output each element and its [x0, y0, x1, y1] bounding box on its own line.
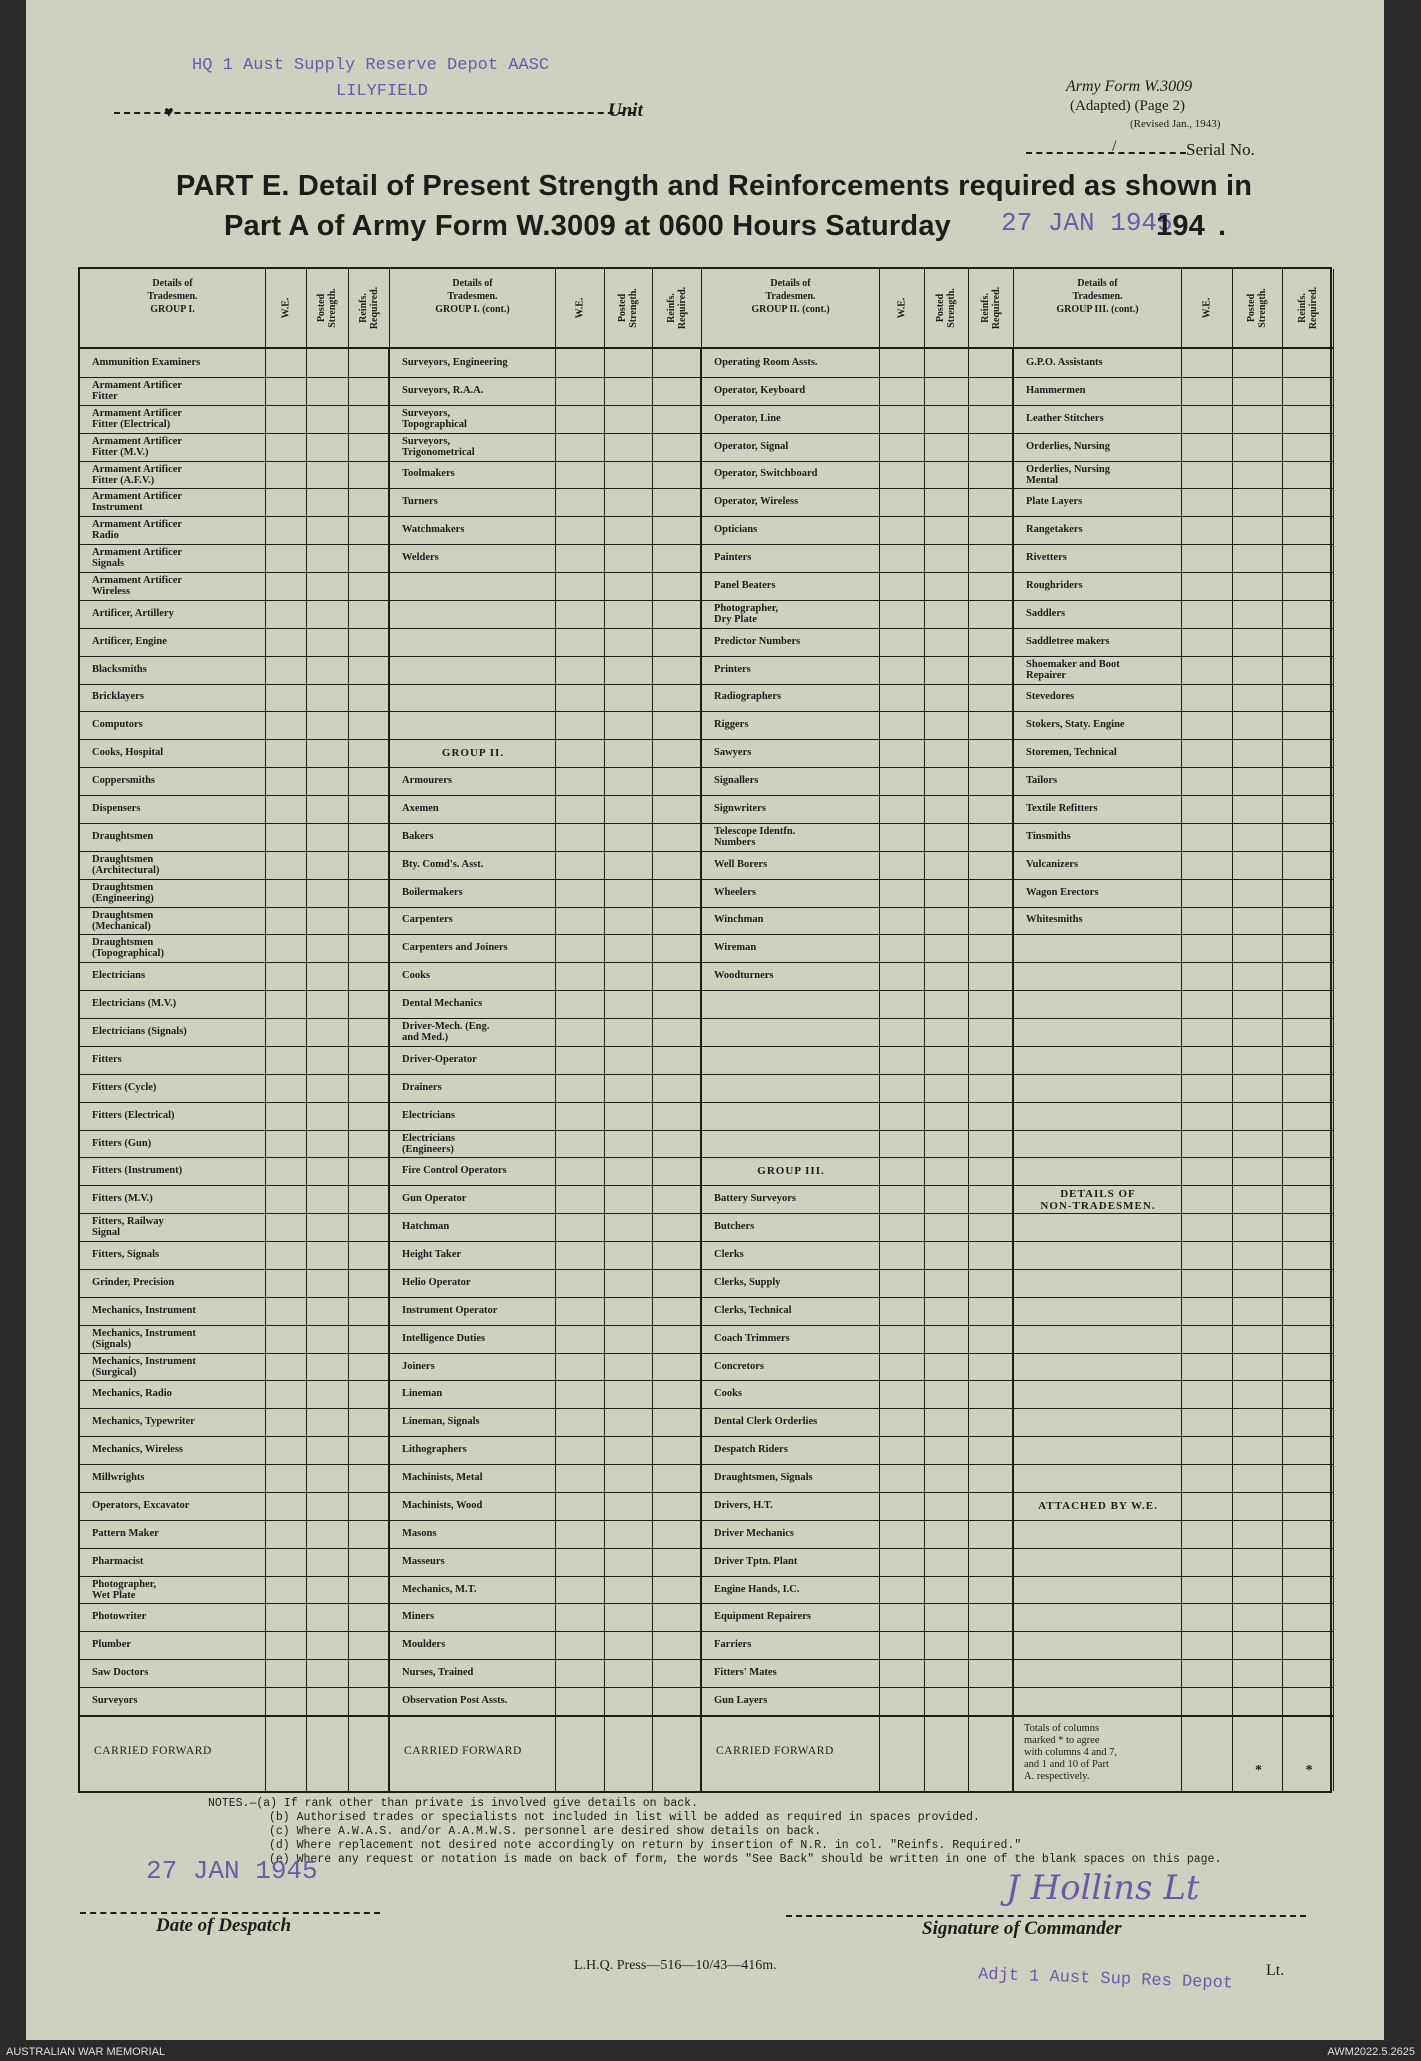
subheader-we [556, 269, 605, 349]
trade-row-label: Mechanics, Instrument (Surgical) [92, 1355, 196, 1378]
title-line1: PART E. Detail of Present Strength and Reinforcements required as shown in [176, 170, 1253, 202]
despatch-date-stamp: 27 JAN 1945 [146, 1856, 318, 1886]
trade-row-label: Roughriders [1026, 579, 1083, 591]
trade-row-label: Signwriters [714, 802, 766, 814]
form-sheet [26, 0, 1384, 2040]
title-date-stamp: 27 JAN 1945 [1001, 208, 1173, 238]
note-a: (a) If rank other than private is involved give details on back. [256, 1797, 698, 1810]
row-divider [80, 572, 1334, 573]
row-divider [80, 1631, 1334, 1632]
subheader-text: Reinfs. Required. [1297, 286, 1320, 330]
trade-row-label: Telescope Identfn. Numbers [714, 825, 796, 848]
row-divider [80, 433, 1334, 434]
trade-row-label: Electricians (M.V.) [92, 998, 177, 1010]
details-header-text: Details of Tradesmen. GROUP I. (cont.) [435, 278, 510, 315]
trade-row-label: Armament Artificer Fitter (Electrical) [92, 407, 183, 430]
trade-row-label: Operator, Keyboard [714, 384, 806, 396]
trade-row-label: Fitters [92, 1053, 122, 1065]
caption-right: AWM2022.5.2625 [1327, 2046, 1415, 2058]
trade-row-label: Concretors [714, 1360, 764, 1372]
trade-row-label: Photographer, Dry Plate [714, 602, 779, 625]
row-divider [80, 600, 1334, 601]
unit-stamp-line2: LILYFIELD [336, 82, 428, 101]
note-e: (e) Where any request or notation is made on back of form, the words "See Back" should be written in one of the blank spaces on this page. [269, 1853, 1222, 1866]
signature-of-commander-label: Signature of Commander [922, 1918, 1122, 1939]
note-c: (c) Where A.W.A.S. and/or A.A.M.W.S. personnel are desired show details on back. [269, 1825, 822, 1838]
trade-row-label: Hatchman [402, 1221, 450, 1233]
trade-row-label: Saw Doctors [92, 1667, 149, 1679]
subheader-text: Reinfs. Required. [357, 286, 380, 330]
subheader-we [1182, 269, 1233, 349]
trade-row-label: Operator, Line [714, 412, 781, 424]
subheader-we [266, 269, 307, 349]
details-header-text: Details of Tradesmen. GROUP II. (cont.) [751, 278, 830, 315]
trade-row-label: Wagon Erectors [1026, 886, 1099, 898]
trade-row-label: Observation Post Assts. [402, 1695, 508, 1707]
trade-row-label: Sawyers [714, 747, 752, 759]
row-divider [80, 823, 1334, 824]
row-divider [80, 1464, 1334, 1465]
trade-row-label: Fitters (Gun) [92, 1137, 152, 1149]
row-divider [80, 851, 1334, 852]
subheader-posted-strength [307, 269, 348, 349]
row-divider [80, 1269, 1334, 1270]
row-divider [80, 1325, 1334, 1326]
trade-row-label: Rangetakers [1026, 524, 1083, 536]
trade-row-label: Surveyors, Engineering [402, 356, 508, 368]
trade-row-label: Armament Artificer Radio [92, 519, 183, 542]
subheader-text: W.E. [574, 297, 586, 319]
subheader-we [880, 269, 925, 349]
title-line2: Part A of Army Form W.3009 at 0600 Hours Saturday [224, 210, 951, 242]
trade-row-label: Tailors [1026, 775, 1058, 787]
serial-slash: / [1112, 138, 1117, 155]
trade-row-label: Machinists, Metal [402, 1472, 483, 1484]
trade-row-label: Nurses, Trained [402, 1667, 474, 1679]
lt-label: Lt. [1266, 1962, 1285, 1979]
trade-row-label: Photowriter [92, 1611, 147, 1623]
subheader-posted-strength [1233, 269, 1284, 349]
details-header-group-i-cont [390, 269, 556, 349]
trade-row-label: Drivers, H.T. [714, 1499, 773, 1511]
serial-dotted-line [1026, 152, 1186, 154]
trade-row-label: Fitters (Cycle) [92, 1081, 157, 1093]
row-divider [80, 767, 1334, 768]
row-divider [80, 544, 1334, 545]
trade-row-label: Pattern Maker [92, 1527, 159, 1539]
trade-row-label: Stevedores [1026, 691, 1075, 703]
row-divider [80, 1157, 1334, 1158]
trade-row-label: Wheelers [714, 886, 756, 898]
trade-row-label: Driver Tptn. Plant [714, 1555, 798, 1567]
trade-row-label: Instrument Operator [402, 1304, 498, 1316]
trade-row-label: Printers [714, 663, 751, 675]
trade-row-label: Fitters' Mates [714, 1667, 777, 1679]
trade-row-label: Cooks [402, 970, 431, 982]
title-end: . [1218, 210, 1227, 242]
row-divider [80, 795, 1334, 796]
trade-row-label: Electricians [92, 970, 146, 982]
caption-left: AUSTRALIAN WAR MEMORIAL [6, 2046, 166, 2058]
trade-row-label: Miners [402, 1611, 435, 1623]
trade-row-label: Turners [402, 496, 438, 508]
trade-row-label: Clerks [714, 1249, 744, 1261]
group-heading: DETAILS OF NON-TRADESMEN. [1040, 1188, 1156, 1213]
subheader-text: Posted Strength. [316, 288, 339, 328]
trade-row-label: Armourers [402, 775, 452, 787]
trade-row-label: Armament Artificer Fitter [92, 379, 183, 402]
row-divider [80, 1548, 1334, 1549]
row-divider [80, 1603, 1334, 1604]
trade-row-label: Surveyors, Topographical [402, 407, 467, 430]
trade-row-label: Joiners [402, 1360, 435, 1372]
row-divider [80, 1492, 1334, 1493]
row-divider [80, 1408, 1334, 1409]
trade-row-label: Photographer, Wet Plate [92, 1578, 157, 1601]
trade-row-label: Electricians [402, 1109, 456, 1121]
row-divider [80, 461, 1334, 462]
trade-row-label: Operator, Signal [714, 440, 789, 452]
subheader-text: W.E. [1201, 297, 1213, 319]
trade-row-label: Electricians (Signals) [92, 1026, 187, 1037]
trade-row-label: Lineman, Signals [402, 1416, 480, 1428]
row-divider [80, 684, 1334, 685]
row-divider [80, 1659, 1334, 1660]
serial-label: Serial No. [1186, 140, 1255, 159]
trade-row-label: Equipment Repairers [714, 1611, 811, 1623]
trade-row-label: Boilermakers [402, 886, 463, 898]
trade-row-label: Clerks, Technical [714, 1304, 792, 1316]
trade-row-label: Predictor Numbers [714, 635, 801, 647]
trade-row-label: Surveyors, R.A.A. [402, 384, 484, 396]
form-name: Army Form W.3009 [1066, 78, 1193, 95]
trade-row-label: Operator, Wireless [714, 496, 799, 508]
row-divider [80, 1102, 1334, 1103]
row-divider [80, 488, 1334, 489]
row-divider [80, 1436, 1334, 1437]
trade-row-label: Operators, Excavator [92, 1499, 190, 1511]
trade-row-label: Height Taker [402, 1249, 462, 1261]
notes-label: NOTES.— [208, 1797, 257, 1810]
asterisk-mark: * [1255, 1765, 1262, 1776]
subheader-reinfs-required [1283, 269, 1334, 349]
trade-row-label: Draughtsmen (Topographical) [92, 937, 164, 960]
trade-row-label: Saddlers [1026, 607, 1066, 619]
notes-block [208, 1797, 1221, 1867]
row-divider [80, 1074, 1334, 1075]
trade-row-label: Mechanics, Wireless [92, 1444, 183, 1456]
trade-row-label: Masseurs [402, 1555, 445, 1567]
row-divider [80, 1687, 1334, 1688]
trade-row-label: Driver-Mech. (Eng. and Med.) [402, 1021, 490, 1044]
trade-row-label: Operating Room Assts. [714, 356, 818, 368]
trade-row-label: Woodturners [714, 970, 774, 982]
trade-row-label: Coppersmiths [92, 775, 156, 787]
trade-row-label: Millwrights [92, 1472, 145, 1484]
trade-row-label: Masons [402, 1527, 437, 1539]
trade-row-label: Draughtsmen (Mechanical) [92, 909, 154, 932]
row-divider [80, 1520, 1334, 1521]
trade-row-label: Panel Beaters [714, 579, 776, 591]
trade-row-label: Draughtsmen (Engineering) [92, 881, 154, 904]
trade-row-label: Butchers [714, 1221, 755, 1233]
row-divider [80, 739, 1334, 740]
trade-row-label: Whitesmiths [1026, 914, 1083, 926]
trade-row-label: Vulcanizers [1026, 858, 1079, 870]
trade-row-label: Fire Control Operators [402, 1165, 507, 1177]
trade-row-label: Riggers [714, 719, 749, 731]
row-divider [80, 405, 1334, 406]
trade-row-label: Textile Refitters [1026, 802, 1098, 814]
subheader-text: Posted Strength. [1246, 288, 1269, 328]
row-divider [80, 1576, 1334, 1577]
subheader-posted-strength [605, 269, 654, 349]
trade-row-label: Carpenters and Joiners [402, 942, 508, 954]
trade-row-label: Lineman [402, 1388, 443, 1400]
trade-row-label: Mechanics, Instrument (Signals) [92, 1327, 196, 1350]
trade-row-label: Artificer, Artillery [92, 607, 174, 619]
trade-row-label: Draughtsmen, Signals [714, 1472, 813, 1484]
trade-row-label: Fitters (Instrument) [92, 1165, 183, 1177]
trade-row-label: Coach Trimmers [714, 1332, 790, 1344]
trade-row-label: Painters [714, 552, 752, 564]
trade-row-label: Tinsmiths [1026, 830, 1071, 842]
trade-row-label: Armament Artificer Fitter (M.V.) [92, 435, 183, 458]
subheader-text: Reinfs. Required. [980, 286, 1003, 330]
row-divider [80, 1297, 1334, 1298]
trade-row-label: Gun Operator [402, 1193, 467, 1205]
trade-row-label: Ammunition Examiners [92, 356, 201, 368]
row-divider [80, 628, 1334, 629]
trade-row-label: Dental Mechanics [402, 998, 483, 1010]
carried-forward-label: CARRIED FORWARD [716, 1745, 834, 1757]
row-divider [80, 962, 1334, 963]
trade-row-label: Orderlies, Nursing Mental [1026, 463, 1110, 486]
trade-row-label: Dispensers [92, 802, 141, 814]
row-divider [80, 1046, 1334, 1047]
row-divider [80, 1185, 1334, 1186]
trade-row-label: Watchmakers [402, 524, 465, 536]
trade-row-label: Leather Stitchers [1026, 412, 1104, 424]
trade-row-label: Cooks [714, 1388, 743, 1400]
trade-row-label: Plate Layers [1026, 496, 1083, 508]
trade-row-label: Wireman [714, 942, 757, 954]
trade-row-label: Farriers [714, 1639, 752, 1651]
trade-row-label: Drainers [402, 1081, 442, 1093]
subheader-reinfs-required [969, 269, 1014, 349]
despatch-dotted-line [80, 1912, 380, 1914]
trade-row-label: Mechanics, M.T. [402, 1583, 477, 1595]
trade-row-label: Despatch Riders [714, 1444, 788, 1456]
unit-dotted-line [114, 112, 634, 114]
subheader-reinfs-required [653, 269, 702, 349]
trade-row-label: Orderlies, Nursing [1026, 440, 1110, 452]
trade-row-label: Bakers [402, 830, 434, 842]
trade-row-label: Welders [402, 552, 439, 564]
unit-label: Unit [608, 100, 643, 121]
trade-row-label: Mechanics, Instrument [92, 1304, 196, 1316]
subheader-posted-strength [925, 269, 970, 349]
press-info: L.H.Q. Press—516—10/43—416m. [574, 1958, 777, 1973]
subheader-text: Posted Strength. [935, 288, 958, 328]
trade-row-label: Driver Mechanics [714, 1527, 794, 1539]
subheader-text: Reinfs. Required. [666, 286, 689, 330]
trade-row-label: Storemen, Technical [1026, 747, 1117, 759]
trade-row-label: Rivetters [1026, 552, 1067, 564]
form-revised: (Revised Jan., 1943) [1130, 118, 1221, 130]
trade-row-label: Toolmakers [402, 468, 455, 480]
commander-signature: J Hollins Lt [1006, 1868, 1200, 1908]
trade-row-label: G.P.O. Assistants [1026, 356, 1103, 368]
row-divider [80, 1353, 1334, 1354]
form-adapted: (Adapted) (Page 2) [1070, 98, 1185, 114]
trade-row-label: Bty. Comd's. Asst. [402, 858, 484, 870]
strength-table [78, 267, 1332, 1793]
row-divider [80, 711, 1334, 712]
trade-row-label: Operator, Switchboard [714, 468, 818, 480]
row-divider [80, 1715, 1334, 1717]
trade-row-label: Axemen [402, 802, 439, 814]
signature-dotted-line [786, 1915, 1306, 1917]
trade-row-label: Hammermen [1026, 384, 1086, 396]
trade-row-label: Engine Hands, I.C. [714, 1583, 800, 1595]
group-heading: GROUP II. [441, 747, 505, 760]
trade-row-label: Pharmacist [92, 1555, 144, 1567]
trade-row-label: Computors [92, 719, 143, 731]
subheader-reinfs-required [349, 269, 390, 349]
trade-row-label: Shoemaker and Boot Repairer [1026, 658, 1120, 681]
row-divider [80, 990, 1334, 991]
row-divider [80, 879, 1334, 880]
row-divider [80, 656, 1334, 657]
trade-row-label: Battery Surveyors [714, 1193, 796, 1205]
carried-forward-label: CARRIED FORWARD [94, 1745, 212, 1757]
note-d: (d) Where replacement not desired note accordingly on return by insertion of N.R. in col. "Reinfs. Required." [269, 1839, 1022, 1852]
title-year: 194 [1156, 210, 1205, 242]
trade-row-label: Fitters, Signals [92, 1249, 160, 1261]
trade-row-label: Carpenters [402, 914, 453, 926]
unit-stamp-line1: HQ 1 Aust Supply Reserve Depot AASC [192, 56, 550, 75]
group-heading: GROUP III. [757, 1165, 825, 1178]
trade-row-label: Surveyors, Trigonometrical [402, 435, 475, 458]
details-header-text: Details of Tradesmen. GROUP III. (cont.) [1056, 278, 1139, 315]
trade-row-label: Fitters (M.V.) [92, 1193, 153, 1205]
details-header-group-i [80, 269, 266, 349]
trade-row-label: Stokers, Staty. Engine [1026, 719, 1125, 731]
asterisk-mark: * [1305, 1765, 1313, 1776]
row-divider [80, 1380, 1334, 1381]
trade-row-label: Dental Clerk Orderlies [714, 1416, 818, 1428]
trade-row-label: Armament Artificer Wireless [92, 575, 183, 598]
trade-row-label: Gun Layers [714, 1695, 768, 1707]
trade-row-label: Helio Operator [402, 1276, 471, 1288]
trade-row-label: Intelligence Duties [402, 1332, 486, 1344]
trade-row-label: Moulders [402, 1639, 446, 1651]
details-header-group-iii-cont [1014, 269, 1182, 349]
row-divider [80, 1130, 1334, 1131]
trade-row-label: Artificer, Engine [92, 635, 167, 647]
trade-row-label: Fitters (Electrical) [92, 1109, 175, 1121]
row-divider [80, 934, 1334, 935]
trade-row-label: Signallers [714, 775, 759, 787]
trade-row-label: Plumber [92, 1639, 132, 1651]
trade-row-label: Draughtsmen [92, 830, 154, 842]
trade-row-label: Bricklayers [92, 691, 144, 703]
row-divider [80, 1213, 1334, 1214]
row-divider [80, 1241, 1334, 1242]
trade-row-label: Machinists, Wood [402, 1499, 483, 1511]
trade-row-label: Well Borers [714, 858, 768, 870]
trade-row-label: Clerks, Supply [714, 1276, 781, 1288]
subheader-text: Posted Strength. [617, 288, 640, 328]
totals-note: Totals of columns marked * to agree with columns 4 and 7, and 1 and 10 of Part A. respectively. [1024, 1723, 1118, 1782]
trade-row-label: Surveyors [92, 1695, 138, 1707]
details-header-group-ii-cont [702, 269, 880, 349]
row-divider [80, 516, 1334, 517]
row-divider [80, 1018, 1334, 1019]
trade-row-label: Draughtsmen (Architectural) [92, 853, 160, 876]
adjt-stamp: Adjt 1 Aust Sup Res Depot [977, 1965, 1234, 1994]
trade-row-label: Grinder, Precision [92, 1276, 175, 1288]
subheader-text: W.E. [896, 297, 908, 319]
subheader-text: W.E. [280, 297, 292, 319]
trade-row-label: Driver-Operator [402, 1053, 477, 1065]
carried-forward-label: CARRIED FORWARD [404, 1745, 522, 1757]
trade-row-label: Cooks, Hospital [92, 747, 164, 759]
trade-row-label: Mechanics, Typewriter [92, 1416, 195, 1428]
trade-row-label: Armament Artificer Signals [92, 547, 183, 570]
details-header-text: Details of Tradesmen. GROUP I. [147, 278, 198, 315]
row-divider [80, 377, 1334, 378]
trade-row-label: Winchman [714, 914, 764, 926]
row-divider [80, 907, 1334, 908]
trade-row-label: Blacksmiths [92, 663, 147, 675]
note-b: (b) Authorised trades or specialists not included in list will be added as required in spaces provided. [269, 1811, 980, 1824]
group-heading: ATTACHED BY W.E. [1038, 1499, 1158, 1512]
trade-row-label: Opticians [714, 524, 758, 536]
trade-row-label: Electricians (Engineers) [402, 1132, 456, 1155]
trade-row-label: Fitters, Railway Signal [92, 1216, 164, 1239]
heart-mark-icon: ♥ [164, 104, 174, 121]
trade-row-label: Mechanics, Radio [92, 1388, 172, 1400]
trade-row-label: Radiographers [714, 691, 782, 703]
trade-row-label: Armament Artificer Fitter (A.F.V.) [92, 463, 183, 486]
trade-row-label: Saddletree makers [1026, 635, 1110, 647]
trade-row-label: Lithographers [402, 1444, 467, 1456]
trade-row-label: Armament Artificer Instrument [92, 491, 183, 514]
date-of-despatch-label: Date of Despatch [156, 1915, 292, 1936]
